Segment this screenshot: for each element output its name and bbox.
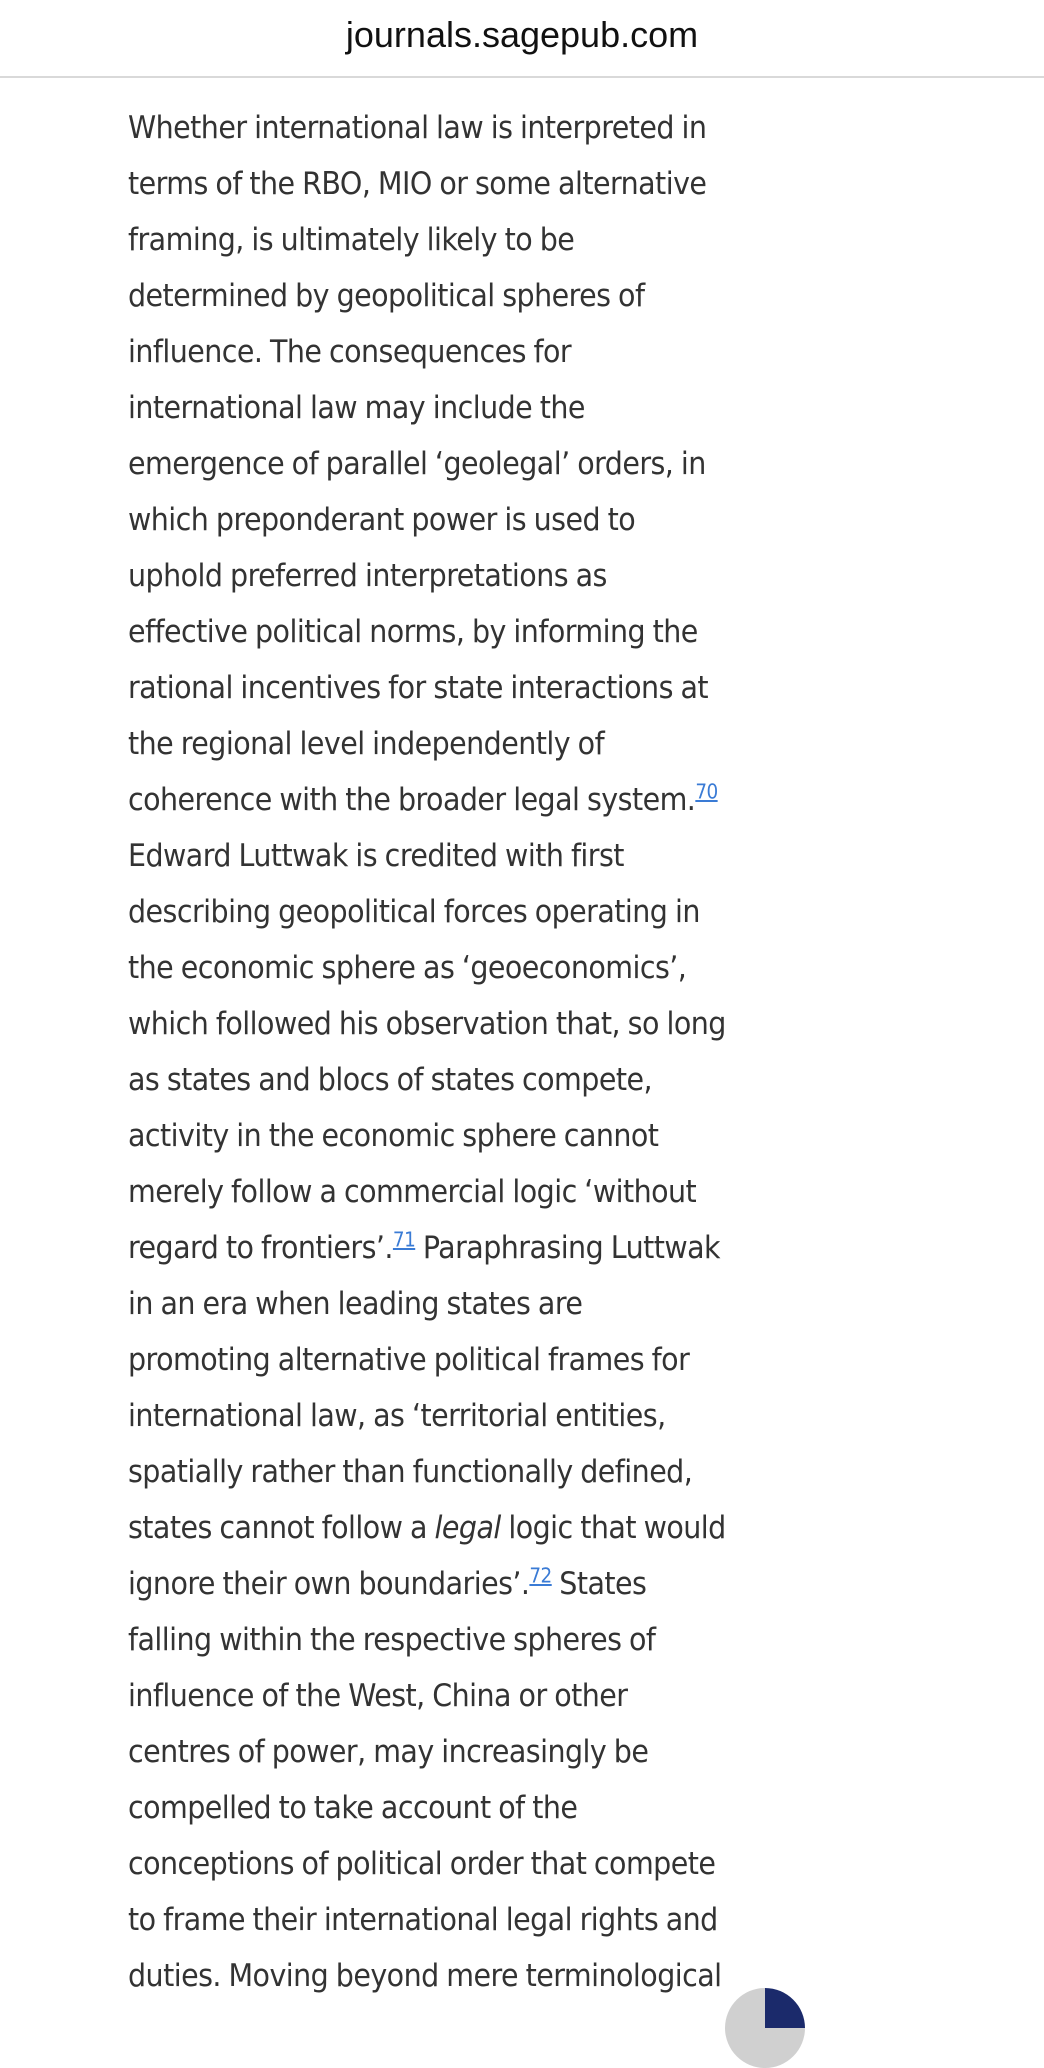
emphasis-text: legal bbox=[434, 1510, 501, 1546]
text-line: conceptions of political order that compete bbox=[128, 1846, 716, 1882]
text-line bbox=[128, 1556, 809, 1612]
text-segment: ignore their own boundaries’. bbox=[128, 1566, 530, 1602]
text-line: Edward Luttwak is credited with first bbox=[128, 838, 624, 874]
text-segment: logic that would bbox=[500, 1510, 726, 1546]
text-segment: Paraphrasing Luttwak bbox=[415, 1230, 721, 1266]
text-line: international law may include the bbox=[128, 390, 585, 426]
footnote-link-72[interactable]: 72 bbox=[529, 1563, 552, 1588]
text-line: framing, is ultimately likely to be bbox=[128, 222, 575, 258]
text-segment: States bbox=[551, 1566, 647, 1602]
text-line: emergence of parallel ‘geolegal’ orders, in bbox=[128, 446, 706, 482]
text-segment: regard to frontiers’. bbox=[128, 1230, 393, 1266]
text-line: influence. The consequences for bbox=[128, 334, 572, 370]
text-line: uphold preferred interpretations as bbox=[128, 558, 607, 594]
text-segment: coherence with the broader legal system. bbox=[128, 782, 696, 818]
article-body bbox=[128, 100, 809, 2004]
text-line bbox=[128, 772, 809, 828]
text-line: describing geopolitical forces operating in bbox=[128, 894, 700, 930]
text-line: determined by geopolitical spheres of bbox=[128, 278, 645, 314]
text-line: as states and blocs of states compete, bbox=[128, 1062, 652, 1098]
text-line: terms of the RBO, MIO or some alternative bbox=[128, 166, 707, 202]
address-bar[interactable] bbox=[0, 0, 1044, 78]
text-line: merely follow a commercial logic ‘without bbox=[128, 1174, 697, 1210]
text-line: compelled to take account of the bbox=[128, 1790, 578, 1826]
text-line: spatially rather than functionally defined, bbox=[128, 1454, 693, 1490]
text-line: international law, as ‘territorial entities, bbox=[128, 1398, 666, 1434]
text-line: effective political norms, by informing the bbox=[128, 614, 698, 650]
text-line: falling within the respective spheres of bbox=[128, 1622, 656, 1658]
text-line: influence of the West, China or other bbox=[128, 1678, 628, 1714]
text-line: in an era when leading states are bbox=[128, 1286, 583, 1322]
text-line: which followed his observation that, so long bbox=[128, 1006, 726, 1042]
text-segment: states cannot follow a bbox=[128, 1510, 435, 1546]
text-line: centres of power, may increasingly be bbox=[128, 1734, 649, 1770]
text-line: the economic sphere as ‘geoeconomics’, bbox=[128, 950, 687, 986]
footnote-link-71[interactable]: 71 bbox=[392, 1227, 416, 1252]
text-line: duties. Moving beyond mere terminological bbox=[128, 1958, 722, 1994]
text-line: to frame their international legal rights and bbox=[128, 1902, 718, 1938]
text-line bbox=[128, 1500, 809, 1556]
text-line: the regional level independently of bbox=[128, 726, 605, 762]
text-line: promoting alternative political frames for bbox=[128, 1342, 690, 1378]
reading-progress-icon[interactable] bbox=[725, 1988, 805, 2068]
text-line: activity in the economic sphere cannot bbox=[128, 1118, 659, 1154]
text-line bbox=[128, 1220, 809, 1276]
text-line: Whether international law is interpreted in bbox=[128, 110, 707, 146]
text-line: which preponderant power is used to bbox=[128, 502, 636, 538]
footnote-link-70[interactable]: 70 bbox=[695, 779, 718, 804]
text-line: rational incentives for state interactions at bbox=[128, 670, 709, 706]
address-domain[interactable]: journals.sagepub.com bbox=[345, 14, 699, 55]
